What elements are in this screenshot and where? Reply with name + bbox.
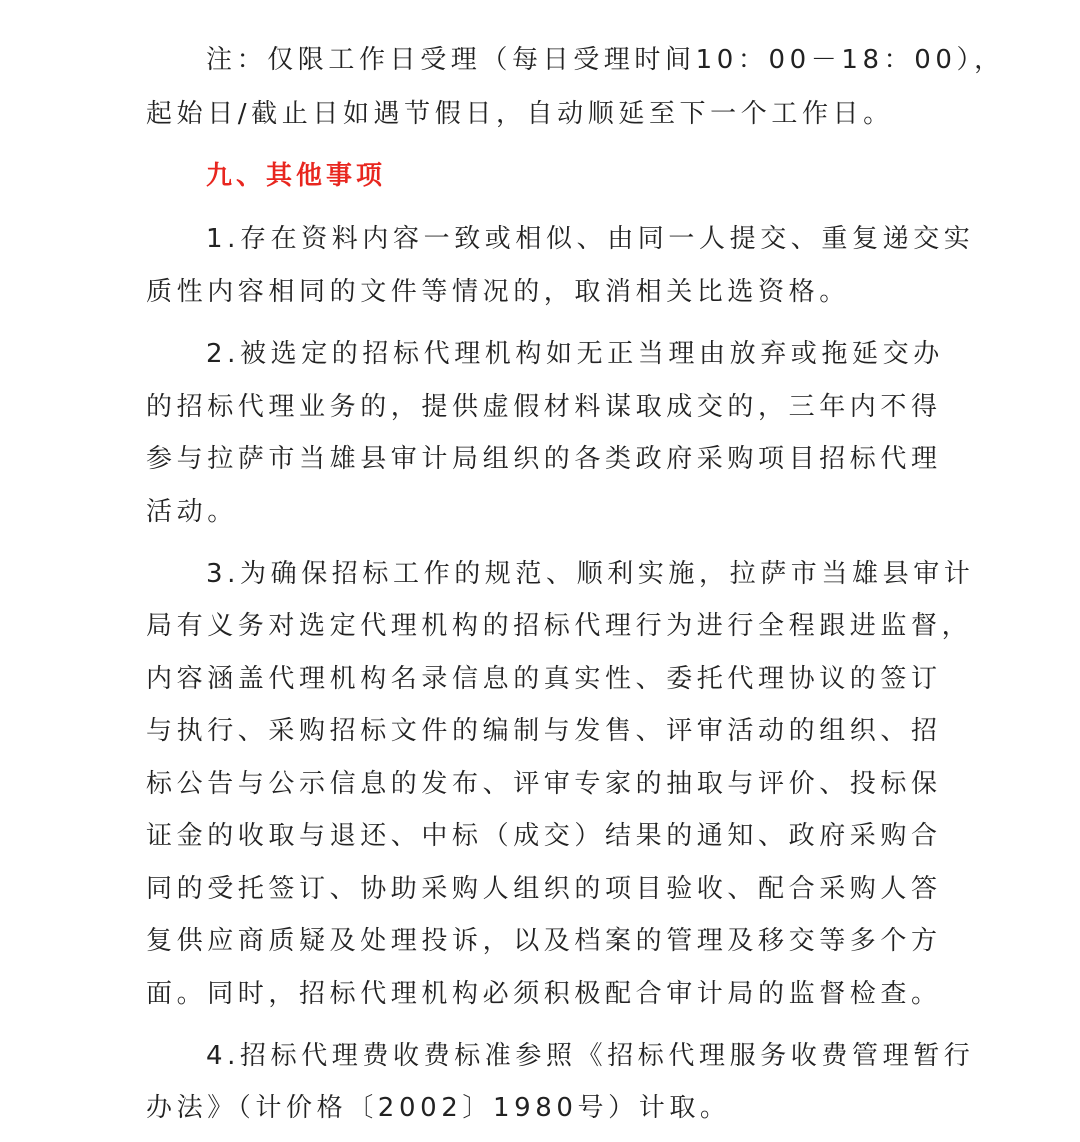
- paragraph-line: [0, 272, 1080, 312]
- item2-text-2: 的招标代理业务的，提供虚假材料谋取成交的，三年内不得: [146, 392, 942, 422]
- item1-text-1: 1.存在资料内容一致或相似、由同一人提交、重复递交实: [206, 224, 975, 254]
- paragraph-line: [0, 606, 1080, 646]
- item2-text-3: 参与拉萨市当雄县审计局组织的各类政府采购项目招标代理: [146, 444, 942, 474]
- paragraph-line: [0, 764, 1080, 804]
- item3-text-4: 与执行、采购招标文件的编制与发售、评审活动的组织、招: [146, 716, 942, 746]
- item3-text-1: 3.为确保招标工作的规范、顺利实施，拉萨市当雄县审计: [206, 559, 975, 589]
- item3-text-2: 局有义务对选定代理机构的招标代理行为进行全程跟进监督，: [146, 611, 973, 641]
- paragraph-line: [0, 1036, 1080, 1076]
- item4-text-1: 4.招标代理费收费标准参照《招标代理服务收费管理暂行: [206, 1041, 975, 1071]
- paragraph-line: [0, 659, 1080, 699]
- item1-text-2: 质性内容相同的文件等情况的，取消相关比选资格。: [146, 277, 850, 307]
- section-heading-text: 九、其他事项: [206, 161, 387, 191]
- paragraph-line: [0, 439, 1080, 479]
- item3-text-5: 标公告与公示信息的发布、评审专家的抽取与评价、投标保: [146, 769, 942, 799]
- item2-text-4: 活动。: [146, 497, 238, 527]
- item3-text-8: 复供应商质疑及处理投诉，以及档案的管理及移交等多个方: [146, 926, 942, 956]
- note-text-1: 注：仅限工作日受理（每日受理时间10：00－18：00），: [206, 45, 1005, 75]
- paragraph-line: [0, 554, 1080, 594]
- note-line: [0, 94, 1080, 134]
- item3-text-6: 证金的收取与退还、中标（成交）结果的通知、政府采购合: [146, 821, 942, 851]
- note-line: [0, 40, 1080, 80]
- paragraph-line: [0, 869, 1080, 909]
- item3-text-7: 同的受托签订、协助采购人组织的项目验收、配合采购人答: [146, 874, 942, 904]
- item3-text-3: 内容涵盖代理机构名录信息的真实性、委托代理协议的签订: [146, 664, 942, 694]
- note-text-2: 起始日/截止日如遇节假日，自动顺延至下一个工作日。: [146, 99, 894, 129]
- paragraph-line: [0, 1088, 1080, 1128]
- paragraph-line: [0, 492, 1080, 532]
- paragraph-line: [0, 711, 1080, 751]
- paragraph-line: [0, 219, 1080, 259]
- paragraph-line: [0, 334, 1080, 374]
- paragraph-line: [0, 974, 1080, 1014]
- item3-text-9: 面。同时，招标代理机构必须积极配合审计局的监督检查。: [146, 979, 942, 1009]
- item4-text-2: 办法》（计价格〔2002〕1980号）计取。: [146, 1093, 731, 1123]
- paragraph-line: [0, 387, 1080, 427]
- section-heading: [0, 156, 1080, 196]
- paragraph-line: [0, 816, 1080, 856]
- item2-text-1: 2.被选定的招标代理机构如无正当理由放弃或拖延交办: [206, 339, 944, 369]
- paragraph-line: [0, 921, 1080, 961]
